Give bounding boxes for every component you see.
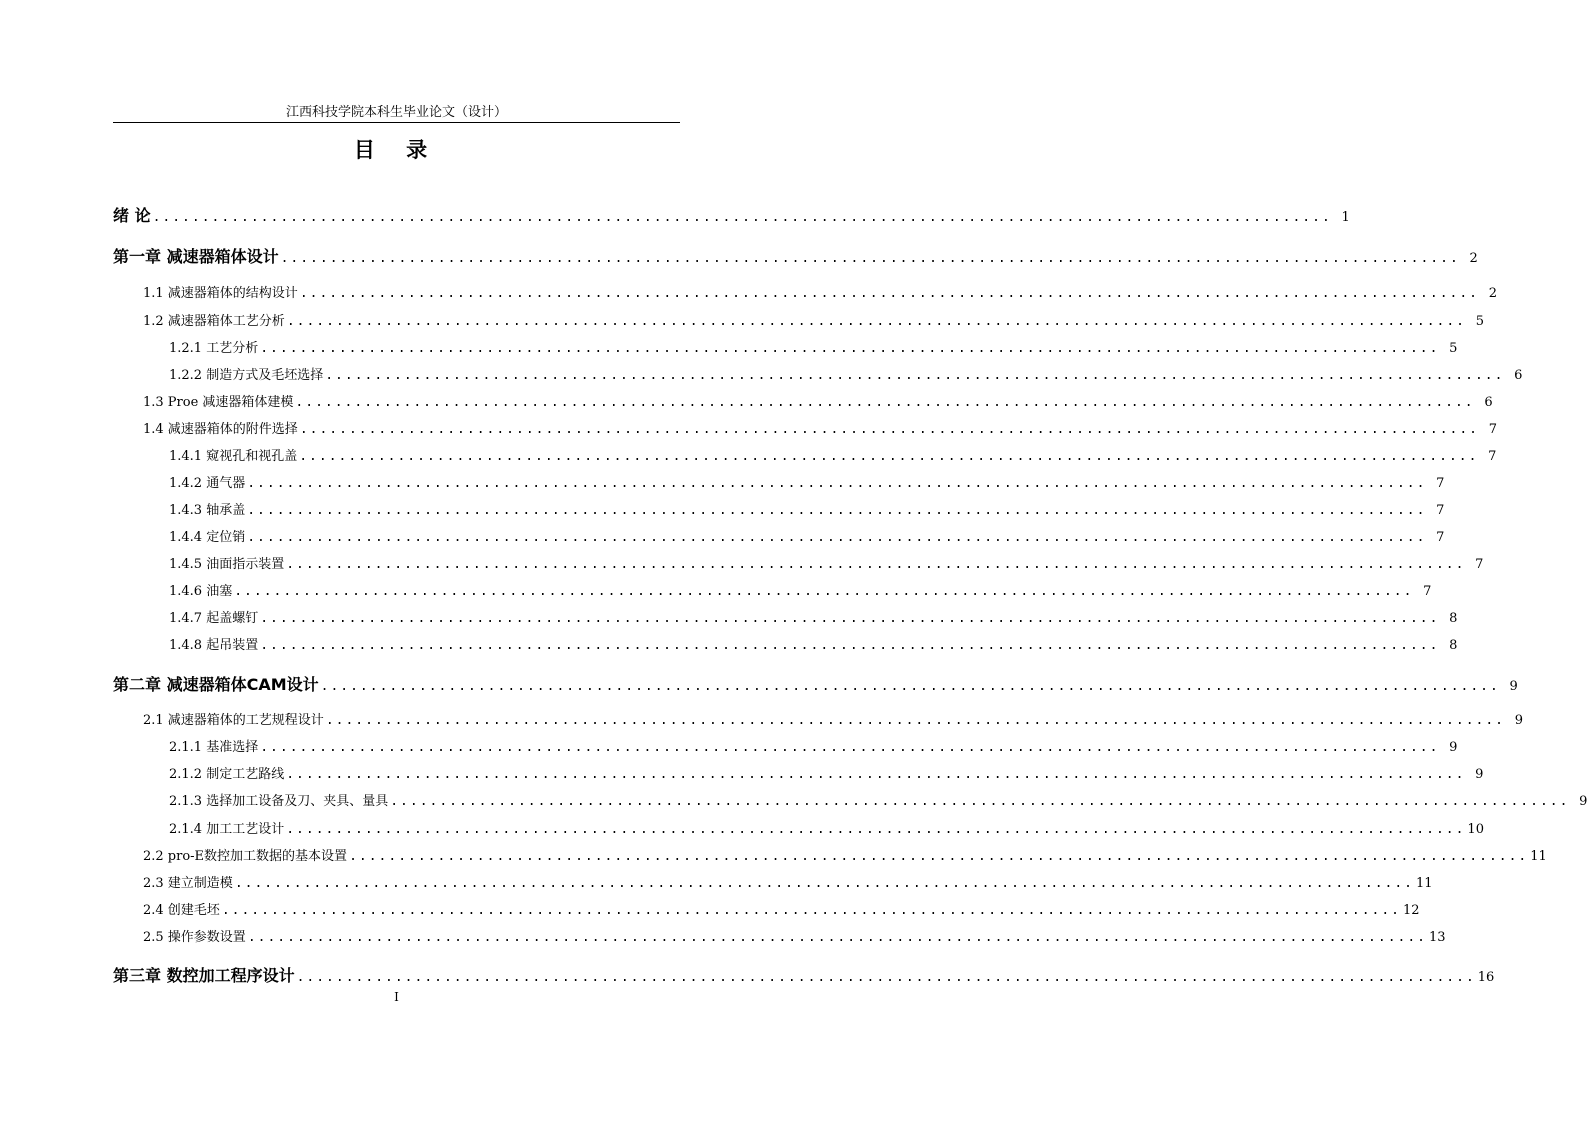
toc-leader-dots: ........................................................................................................................: [247, 530, 1427, 545]
toc-leader-dots: ........................................................................................................................: [260, 638, 1440, 653]
toc-leader-dots: ........................................................................................................................: [152, 210, 1332, 225]
toc-entry[interactable]: [169, 526, 1445, 545]
toc-entry-label: 1.4.4 定位销: [169, 530, 246, 545]
toc-entry-label: 1.4 减速器箱体的附件选择: [143, 422, 298, 437]
toc-entry-label: 1.1 减速器箱体的结构设计: [143, 286, 298, 301]
toc-entry-page: 13: [1429, 930, 1446, 945]
toc-entry[interactable]: [113, 244, 1478, 267]
toc-entry-page: 11: [1530, 849, 1547, 864]
toc-entry[interactable]: [143, 709, 1524, 728]
toc-leader-dots: ........................................................................................................................: [325, 368, 1505, 383]
toc-entry[interactable]: [113, 203, 1350, 226]
toc-entry[interactable]: [143, 926, 1446, 945]
toc-entry[interactable]: [169, 499, 1445, 518]
toc-entry-page: 9: [1509, 679, 1518, 694]
toc-entry-label: 1.4.8 起吊装置: [169, 638, 259, 653]
toc-entry-label: 2.1.4 加工工艺设计: [169, 822, 285, 837]
toc-entry-page: 7: [1436, 530, 1445, 545]
toc-entry-page: 5: [1449, 341, 1458, 356]
toc-leader-dots: ........................................................................................................................: [286, 822, 1466, 837]
toc-entry-page: 7: [1475, 557, 1484, 572]
toc-entry[interactable]: [169, 607, 1458, 626]
toc-entry[interactable]: [113, 963, 1495, 986]
toc-leader-dots: ........................................................................................................................: [234, 876, 1415, 891]
toc-entry-page: 1: [1341, 210, 1350, 225]
toc-entry[interactable]: [143, 391, 1493, 410]
footer-page-number: I: [394, 990, 399, 1004]
toc-entry-label: 2.5 操作参数设置: [143, 930, 246, 945]
toc-entry-label: 1.4.3 轴承盖: [169, 503, 246, 518]
toc-leader-dots: ........................................................................................................................: [320, 679, 1500, 694]
toc-entry[interactable]: [169, 634, 1458, 653]
toc-entry-page: 12: [1403, 903, 1420, 918]
toc-entry[interactable]: [169, 445, 1497, 464]
toc-leader-dots: ........................................................................................................................: [296, 970, 1476, 985]
page-title: 目 录: [353, 138, 440, 162]
toc-entry-page: 8: [1449, 611, 1458, 626]
toc-entry-page: 2: [1469, 251, 1478, 266]
toc-entry-label: 2.2 pro-E数控加工数据的基本设置: [143, 849, 348, 864]
toc-leader-dots: ........................................................................................................................: [286, 557, 1466, 572]
toc-leader-dots: ........................................................................................................................: [349, 849, 1529, 864]
toc-leader-dots: ........................................................................................................................: [234, 584, 1414, 599]
toc-entry-page: 7: [1436, 503, 1445, 518]
toc-entry[interactable]: [169, 553, 1484, 572]
toc-entry[interactable]: [169, 790, 1587, 809]
toc-entry-page: 9: [1514, 713, 1524, 728]
toc-entry-page: 8: [1449, 638, 1458, 653]
toc-entry-label: 第一章 减速器箱体设计: [113, 247, 279, 266]
toc-entry-label: 2.3 建立制造模: [143, 876, 233, 891]
toc-entry-label: 2.1 减速器箱体的工艺规程设计: [143, 713, 324, 728]
toc-entry-label: 1.4.1 窥视孔和视孔盖: [169, 449, 298, 464]
toc-entry[interactable]: [143, 872, 1433, 891]
toc-leader-dots: ........................................................................................................................: [247, 503, 1427, 518]
toc-entry-page: 11: [1416, 876, 1433, 891]
toc-entry-page: 2: [1488, 286, 1498, 301]
toc-entry-label: 2.4 创建毛坯: [143, 903, 220, 918]
toc-entry-page: 9: [1449, 740, 1458, 755]
toc-entry[interactable]: [169, 337, 1458, 356]
toc-entry-label: 绪 论: [113, 206, 151, 225]
toc-entry-page: 5: [1475, 314, 1485, 329]
toc-leader-dots: ........................................................................................................................: [299, 449, 1479, 464]
toc-entry[interactable]: [169, 364, 1523, 383]
toc-entry[interactable]: [113, 672, 1518, 695]
toc-entry[interactable]: [169, 736, 1458, 755]
toc-entry-page: 7: [1488, 449, 1497, 464]
toc-leader-dots: ........................................................................................................................: [247, 930, 1428, 945]
toc-entry-label: 2.1.3 选择加工设备及刀、夹具、量具: [169, 794, 389, 809]
toc-leader-dots: ........................................................................................................................: [286, 314, 1467, 329]
toc-entry-label: 1.2 减速器箱体工艺分析: [143, 314, 285, 329]
toc-entry-label: 1.2.2 制造方式及毛坯选择: [169, 368, 324, 383]
toc-entry-label: 1.2.1 工艺分析: [169, 341, 259, 356]
toc-entry-label: 1.4.2 通气器: [169, 476, 246, 491]
toc-entry-page: 10: [1467, 822, 1484, 837]
toc-entry[interactable]: [169, 580, 1432, 599]
toc-leader-dots: ........................................................................................................................: [221, 903, 1402, 918]
toc-entry-label: 1.4.6 油塞: [169, 584, 233, 599]
toc-entry-page: 9: [1579, 794, 1587, 809]
toc-entry-page: 7: [1423, 584, 1432, 599]
toc-entry-label: 第三章 数控加工程序设计: [113, 966, 295, 985]
toc-entry-page: 7: [1436, 476, 1445, 491]
toc-entry[interactable]: [143, 845, 1547, 864]
toc-leader-dots: ........................................................................................................................: [299, 422, 1480, 437]
toc-leader-dots: ........................................................................................................................: [325, 713, 1506, 728]
toc-leader-dots: ........................................................................................................................: [260, 740, 1440, 755]
toc-entry-page: 6: [1514, 368, 1523, 383]
toc-entry[interactable]: [169, 472, 1445, 491]
toc-entry-page: 6: [1484, 395, 1493, 410]
toc-entry-label: 1.4.7 起盖螺钉: [169, 611, 259, 626]
toc-leader-dots: ........................................................................................................................: [299, 286, 1480, 301]
toc-leader-dots: ........................................................................................................................: [260, 341, 1440, 356]
toc-entry[interactable]: [169, 818, 1484, 837]
toc-entry[interactable]: [143, 899, 1420, 918]
toc-entry[interactable]: [143, 282, 1498, 301]
page-header: 江西科技学院本科生毕业论文（设计）: [113, 104, 680, 123]
toc-entry[interactable]: [169, 763, 1484, 782]
toc-entry-label: 2.1.1 基准选择: [169, 740, 259, 755]
toc-leader-dots: ........................................................................................................................: [280, 251, 1460, 266]
toc-leader-dots: ........................................................................................................................: [390, 794, 1570, 809]
toc-entry-label: 第二章 减速器箱体CAM设计: [113, 675, 319, 694]
toc-entry-page: 9: [1475, 767, 1484, 782]
toc-leader-dots: ........................................................................................................................: [260, 611, 1440, 626]
toc-entry[interactable]: [143, 310, 1485, 329]
toc-entry-label: 1.3 Proe 减速器箱体建模: [143, 395, 294, 410]
toc-leader-dots: ........................................................................................................................: [247, 476, 1427, 491]
toc-leader-dots: ........................................................................................................................: [286, 767, 1466, 782]
toc-leader-dots: ........................................................................................................................: [295, 395, 1475, 410]
toc-entry-label: 1.4.5 油面指示装置: [169, 557, 285, 572]
toc-entry-page: 16: [1477, 970, 1495, 985]
toc-entry[interactable]: [143, 418, 1498, 437]
toc-entry-page: 7: [1488, 422, 1498, 437]
toc-entry-label: 2.1.2 制定工艺路线: [169, 767, 285, 782]
